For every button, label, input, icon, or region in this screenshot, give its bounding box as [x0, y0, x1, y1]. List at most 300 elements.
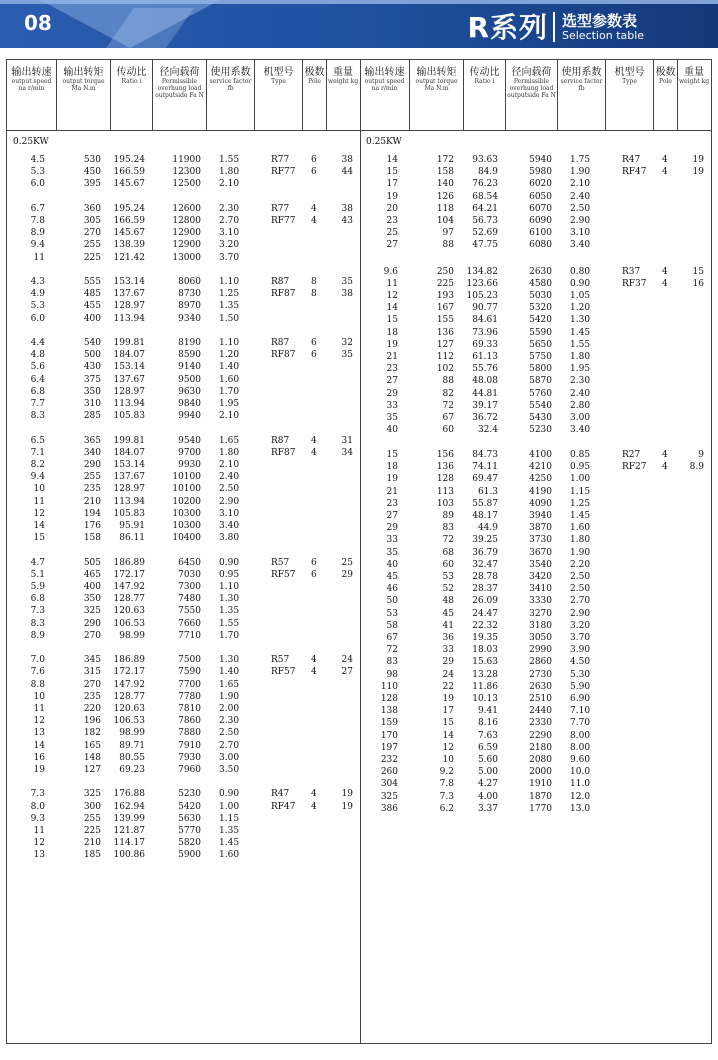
- column-header-cn: 机型号: [614, 67, 645, 78]
- table-cell: 194: [83, 508, 101, 519]
- table-cell: 45: [386, 571, 398, 582]
- column-header-cn: 传动比: [116, 67, 147, 78]
- table-row: [360, 203, 711, 215]
- table-cell: 197: [380, 742, 398, 753]
- table-cell: 53: [386, 608, 398, 619]
- table-cell: 68.54: [472, 191, 498, 202]
- table-cell: 9930: [178, 460, 201, 470]
- table-cell: 72: [442, 535, 454, 546]
- table-cell: 8.00: [570, 730, 591, 741]
- table-cell: 36.72: [472, 413, 498, 423]
- table-cell: 6450: [178, 557, 201, 568]
- table-cell: 17: [442, 706, 454, 717]
- table-cell: 1.80: [570, 535, 591, 546]
- table-cell: 9630: [178, 386, 201, 397]
- table-cell: 3180: [529, 620, 552, 631]
- table-cell: 44.9: [477, 523, 498, 534]
- column-header: [464, 60, 506, 130]
- table-cell: 19: [33, 765, 45, 775]
- table-cell: 186.89: [113, 557, 145, 568]
- column-header: [207, 60, 255, 130]
- table-cell: 3.50: [219, 765, 240, 775]
- table-cell: 2290: [529, 730, 552, 741]
- table-cell: 5800: [529, 364, 552, 375]
- table-cell: 4: [662, 155, 668, 165]
- table-cell: RF87: [271, 289, 296, 300]
- table-cell: 4.50: [570, 657, 591, 668]
- table-cell: 12500: [172, 179, 201, 190]
- table-cell: 193: [436, 291, 454, 301]
- table-cell: R47: [622, 155, 641, 165]
- table-cell: 60: [442, 425, 454, 436]
- table-cell: 225: [83, 252, 101, 263]
- table-row: [7, 654, 360, 666]
- table-cell: 113.94: [113, 313, 145, 324]
- table-cell: 8: [311, 277, 317, 287]
- table-row: [7, 801, 360, 813]
- table-cell: 540: [83, 338, 101, 348]
- table-cell: 1.15: [570, 486, 591, 497]
- column-header: [303, 60, 327, 130]
- table-cell: 2.10: [570, 179, 591, 190]
- table-row: [360, 803, 711, 815]
- table-cell: 12300: [172, 167, 201, 178]
- table-cell: 19: [692, 167, 704, 178]
- table-row: [360, 510, 711, 522]
- table-cell: 5230: [178, 789, 201, 800]
- table-cell: 1.60: [219, 850, 240, 861]
- table-cell: 20: [386, 203, 398, 214]
- table-cell: 25: [341, 557, 353, 568]
- table-cell: 9.60: [570, 754, 591, 765]
- column-header-en: weight kg: [678, 78, 710, 85]
- table-row: [7, 386, 360, 398]
- table-cell: 2.90: [570, 608, 591, 619]
- table-cell: 5820: [178, 838, 201, 849]
- table-cell: 1.45: [570, 510, 591, 521]
- table-cell: 1.30: [219, 594, 240, 605]
- table-cell: 126: [436, 191, 454, 202]
- table-cell: 35: [341, 277, 353, 287]
- table-cell: 121.42: [113, 252, 145, 263]
- column-header-cn: 重量: [684, 67, 704, 78]
- table-cell: 3330: [529, 596, 552, 607]
- selection-title-en: Selection table: [562, 29, 645, 42]
- table-cell: 35: [341, 350, 353, 361]
- table-cell: 6.4: [30, 374, 45, 385]
- table-header-right: [360, 60, 711, 131]
- table-cell: 3.80: [219, 533, 240, 544]
- table-cell: 345: [83, 655, 101, 666]
- table-cell: 325: [83, 789, 101, 800]
- table-cell: 172.17: [113, 569, 145, 580]
- table-row: [7, 374, 360, 386]
- table-cell: 38: [341, 289, 353, 300]
- table-cell: 47.75: [472, 240, 498, 251]
- selection-title-cn: 选型参数表: [562, 12, 638, 30]
- table-cell: 1.95: [219, 399, 240, 409]
- table-cell: 10400: [172, 533, 201, 544]
- column-header-cn: 径向载荷: [159, 67, 200, 78]
- table-cell: 4580: [529, 278, 552, 289]
- table-cell: 0.95: [219, 569, 240, 580]
- table-row: [360, 742, 711, 754]
- table-cell: 4100: [529, 449, 552, 460]
- table-cell: 35: [386, 547, 398, 558]
- table-row: [7, 715, 360, 727]
- table-cell: 1.80: [219, 447, 240, 458]
- table-cell: 98.99: [119, 630, 145, 641]
- table-row: [7, 837, 360, 849]
- table-cell: 23: [386, 364, 398, 375]
- table-row: [360, 693, 711, 705]
- column-header-cn: 输出转矩: [63, 67, 104, 78]
- table-cell: 19: [692, 155, 704, 165]
- table-cell: 89.71: [119, 740, 145, 751]
- table-cell: 113.94: [113, 399, 145, 409]
- table-cell: 72: [386, 645, 398, 656]
- table-cell: 18.03: [472, 645, 498, 656]
- table-cell: 166.59: [113, 216, 145, 226]
- table-cell: 5770: [178, 826, 201, 836]
- table-row: [360, 754, 711, 766]
- table-cell: 69.33: [472, 339, 498, 350]
- table-cell: 2.10: [219, 179, 240, 190]
- table-row: [7, 300, 360, 312]
- table-cell: 270: [83, 228, 101, 239]
- table-cell: 105.83: [113, 411, 145, 422]
- table-row: [360, 191, 711, 203]
- column-header: [7, 60, 57, 130]
- table-cell: 15: [33, 533, 45, 544]
- table-row: [7, 618, 360, 630]
- table-cell: 2.10: [219, 460, 240, 470]
- table-cell: 3.37: [477, 803, 498, 814]
- column-header-en: weight kg: [327, 78, 359, 85]
- table-cell: 1.35: [219, 606, 240, 617]
- table-cell: 17: [386, 179, 398, 190]
- table-cell: 9.4: [30, 240, 45, 251]
- table-header-left: [7, 60, 360, 131]
- table-cell: 5630: [178, 813, 201, 824]
- table-cell: 350: [83, 594, 101, 605]
- table-row: [360, 154, 711, 166]
- table-cell: 5900: [178, 850, 201, 861]
- table-cell: RF77: [271, 216, 296, 226]
- table-cell: 22.32: [472, 620, 498, 631]
- table-cell: 67: [386, 632, 398, 643]
- table-cell: 60: [442, 559, 454, 570]
- table-cell: 4.5: [30, 155, 45, 165]
- table-cell: 102: [436, 364, 454, 375]
- table-cell: 6.2: [439, 803, 454, 814]
- column-header: [255, 60, 303, 130]
- table-cell: 9: [698, 449, 704, 460]
- table-cell: 153.14: [113, 460, 145, 470]
- table-row: [7, 227, 360, 239]
- table-cell: 1.10: [219, 277, 240, 287]
- table-cell: 105.83: [113, 508, 145, 519]
- selection-table: [6, 59, 712, 1044]
- table-row: [7, 252, 360, 264]
- table-cell: 5320: [529, 303, 552, 314]
- table-cell: 46: [386, 584, 398, 595]
- table-cell: 7.6: [30, 667, 45, 678]
- table-cell: 14: [386, 155, 398, 165]
- table-cell: 182: [83, 728, 101, 739]
- table-cell: 400: [83, 313, 101, 324]
- table-row: [360, 681, 711, 693]
- table-cell: 28.37: [472, 584, 498, 595]
- table-cell: 14: [442, 730, 454, 741]
- table-cell: 1.05: [570, 291, 591, 301]
- table-cell: 310: [83, 399, 101, 409]
- table-cell: 29: [386, 388, 398, 399]
- table-cell: 13: [33, 850, 45, 861]
- table-cell: 13000: [172, 252, 201, 263]
- table-cell: 166.59: [113, 167, 145, 178]
- table-cell: 485: [83, 289, 101, 300]
- table-cell: 14: [33, 740, 45, 751]
- table-cell: 5760: [529, 388, 552, 399]
- table-cell: 9840: [178, 399, 201, 409]
- table-cell: 176: [83, 521, 101, 531]
- table-cell: 4210: [529, 462, 552, 473]
- table-cell: 8.0: [30, 801, 45, 812]
- table-cell: 250: [436, 266, 454, 277]
- table-cell: 15: [386, 449, 398, 460]
- table-cell: 5.60: [477, 754, 498, 765]
- table-cell: 1.80: [219, 167, 240, 178]
- table-cell: 1910: [529, 779, 552, 790]
- table-cell: 285: [83, 411, 101, 422]
- table-cell: 10100: [172, 472, 201, 483]
- table-row: [7, 849, 360, 861]
- table-cell: 465: [83, 569, 101, 580]
- table-cell: 6: [311, 155, 317, 165]
- table-cell: R57: [271, 655, 290, 666]
- table-cell: 10200: [172, 496, 201, 507]
- table-cell: 3.70: [219, 252, 240, 263]
- table-cell: 2.10: [219, 411, 240, 422]
- table-cell: 13.28: [472, 669, 498, 680]
- table-row: [360, 778, 711, 790]
- table-cell: 19: [442, 693, 454, 704]
- table-cell: 4.4: [30, 338, 45, 348]
- table-cell: 162.94: [113, 801, 145, 812]
- table-cell: 3870: [529, 523, 552, 534]
- table-row: [7, 483, 360, 495]
- table-cell: 1.00: [219, 801, 240, 812]
- table-cell: 83: [386, 657, 398, 668]
- table-cell: 3.10: [570, 228, 591, 239]
- table-cell: 9.4: [30, 472, 45, 483]
- table-cell: 235: [83, 484, 101, 495]
- table-cell: 6090: [529, 216, 552, 226]
- table-cell: 127: [83, 765, 101, 775]
- table-row: [360, 547, 711, 559]
- table-cell: 36.79: [472, 547, 498, 558]
- table-cell: 7.3: [439, 791, 454, 802]
- table-row: [360, 239, 711, 251]
- table-cell: 4: [311, 447, 317, 458]
- table-cell: 8060: [178, 277, 201, 287]
- table-cell: 136: [436, 327, 454, 338]
- table-cell: 25: [386, 228, 398, 239]
- table-cell: 11: [33, 496, 45, 507]
- table-left-half: [7, 60, 361, 1043]
- table-cell: 159: [380, 718, 398, 729]
- table-cell: 7500: [178, 655, 201, 666]
- table-cell: 1.70: [219, 630, 240, 641]
- table-cell: 93.63: [472, 155, 498, 165]
- table-cell: 53: [442, 571, 454, 582]
- table-cell: 104: [436, 216, 454, 226]
- table-cell: 2.70: [219, 216, 240, 226]
- column-header: [654, 60, 678, 130]
- table-cell: 80.55: [119, 752, 145, 763]
- table-cell: 74.11: [472, 462, 498, 473]
- table-cell: 5030: [529, 291, 552, 301]
- table-cell: 2.40: [570, 388, 591, 399]
- table-cell: 139.99: [113, 813, 145, 824]
- table-cell: 6.90: [570, 693, 591, 704]
- table-cell: 5420: [178, 801, 201, 812]
- table-cell: 55.87: [472, 498, 498, 509]
- table-row: [360, 571, 711, 583]
- table-row: [360, 178, 711, 190]
- table-row: [7, 239, 360, 251]
- table-row: [360, 656, 711, 668]
- column-header-en: Pole: [308, 78, 321, 85]
- table-cell: 1.35: [219, 826, 240, 836]
- table-row: [360, 388, 711, 400]
- table-cell: 225: [436, 278, 454, 289]
- table-cell: 4: [662, 167, 668, 178]
- column-header-en: Ratio i: [474, 78, 495, 85]
- table-cell: 7.3: [30, 606, 45, 617]
- table-row: [7, 447, 360, 459]
- page-header-banner: [0, 0, 718, 48]
- table-row: [7, 557, 360, 569]
- table-row: [7, 813, 360, 825]
- table-cell: 134.82: [466, 266, 498, 277]
- table-row: [7, 276, 360, 288]
- table-cell: 39.25: [472, 535, 498, 546]
- table-cell: 41: [442, 620, 454, 631]
- table-cell: 3.20: [570, 620, 591, 631]
- table-cell: 4: [662, 278, 668, 289]
- table-cell: 5.6: [30, 362, 45, 373]
- table-cell: 1.20: [219, 350, 240, 361]
- table-row: [360, 302, 711, 314]
- table-cell: 21: [386, 352, 398, 362]
- table-cell: 24: [442, 669, 454, 680]
- table-cell: 1.70: [219, 386, 240, 397]
- table-right-half: [360, 60, 711, 1043]
- table-cell: 4: [311, 203, 317, 214]
- table-cell: 1870: [529, 791, 552, 802]
- table-cell: 430: [83, 362, 101, 373]
- table-cell: 7480: [178, 594, 201, 605]
- table-cell: 220: [83, 704, 101, 714]
- table-cell: 8.16: [477, 718, 498, 729]
- table-cell: 1.90: [570, 547, 591, 558]
- table-cell: 23: [386, 498, 398, 509]
- table-row: [7, 398, 360, 410]
- table-cell: 73.96: [472, 327, 498, 338]
- table-cell: 7810: [178, 704, 201, 714]
- table-row: [360, 730, 711, 742]
- column-header-en: output torque Ma N.m: [62, 78, 105, 92]
- table-cell: 1.30: [219, 655, 240, 666]
- table-cell: 5420: [529, 315, 552, 326]
- table-cell: 304: [380, 779, 398, 790]
- motor-power-label: 0.25KW: [366, 137, 402, 147]
- table-cell: 33: [442, 645, 454, 656]
- table-cell: 1.00: [570, 474, 591, 485]
- table-cell: 69.23: [119, 765, 145, 775]
- table-cell: 7880: [178, 728, 201, 739]
- table-cell: 185: [83, 850, 101, 861]
- table-cell: 7930: [178, 752, 201, 763]
- table-cell: 2080: [529, 754, 552, 765]
- table-row: [7, 581, 360, 593]
- table-row: [7, 313, 360, 325]
- table-cell: 4: [662, 449, 668, 460]
- table-cell: 3670: [529, 547, 552, 558]
- table-cell: 27: [386, 240, 398, 251]
- table-cell: 2.50: [219, 728, 240, 739]
- table-cell: 136: [436, 462, 454, 473]
- table-cell: 270: [83, 630, 101, 641]
- table-cell: 6: [311, 569, 317, 580]
- table-cell: 195.24: [113, 203, 145, 214]
- table-cell: 7300: [178, 582, 201, 592]
- table-cell: R87: [271, 277, 290, 287]
- table-cell: 34: [341, 447, 353, 458]
- table-row: [7, 788, 360, 800]
- table-cell: RF87: [271, 447, 296, 458]
- table-cell: 7030: [178, 569, 201, 580]
- table-cell: 0.85: [570, 449, 591, 460]
- table-cell: 36: [442, 632, 454, 643]
- table-cell: 128.97: [113, 301, 145, 312]
- table-cell: R87: [271, 435, 290, 446]
- table-cell: 255: [83, 240, 101, 251]
- column-header: [327, 60, 359, 130]
- table-row: [7, 496, 360, 508]
- table-cell: 6: [311, 557, 317, 568]
- table-cell: 48.17: [472, 510, 498, 521]
- table-cell: 8.8: [30, 679, 45, 690]
- table-cell: 7.8: [439, 779, 454, 790]
- table-cell: 3.40: [570, 425, 591, 436]
- column-header-en: Type: [622, 78, 637, 85]
- table-row: [360, 669, 711, 681]
- table-cell: 1.35: [219, 301, 240, 312]
- column-header-en: Ratio i: [121, 78, 142, 85]
- table-cell: 3420: [529, 571, 552, 582]
- table-cell: 7.70: [570, 718, 591, 729]
- table-cell: 52: [442, 584, 454, 595]
- table-cell: 19: [386, 191, 398, 202]
- table-cell: 6: [311, 338, 317, 348]
- table-cell: 386: [380, 803, 398, 814]
- table-cell: 1.30: [570, 315, 591, 326]
- table-cell: 2.80: [570, 400, 591, 411]
- table-cell: 15: [386, 167, 398, 178]
